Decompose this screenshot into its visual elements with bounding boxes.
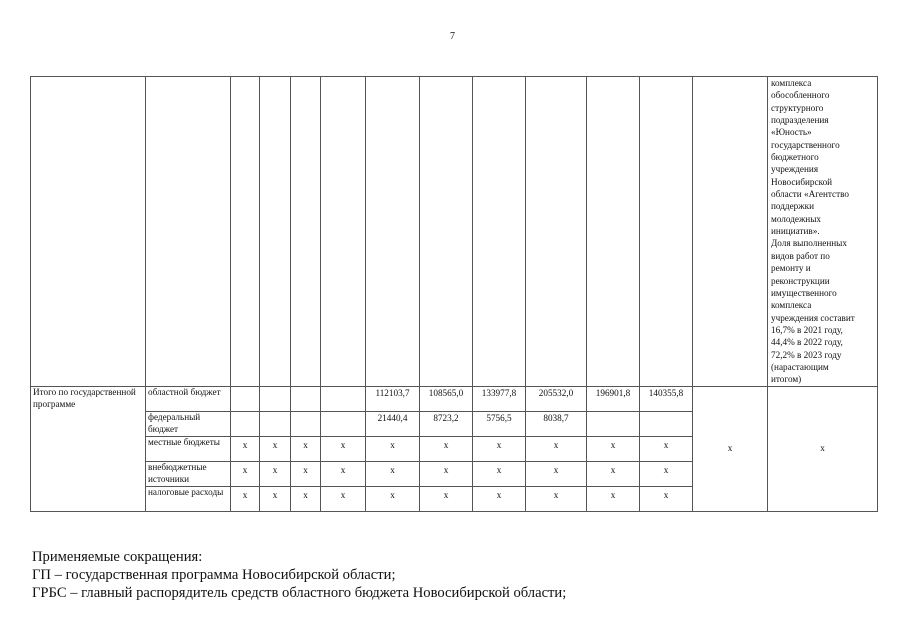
budget-table-body [31, 77, 878, 512]
value-cell: x [291, 462, 321, 487]
empty-cell [291, 77, 321, 387]
value-cell: x [231, 437, 260, 462]
value-cell [321, 387, 366, 412]
value-cell: x [473, 437, 526, 462]
value-cell [260, 412, 291, 437]
value-cell: x [473, 487, 526, 512]
empty-cell [587, 77, 640, 387]
empty-cell [146, 77, 231, 387]
value-cell: x [526, 462, 587, 487]
empty-cell [260, 77, 291, 387]
empty-cell [693, 77, 768, 387]
value-cell: 21440,4 [366, 412, 420, 437]
result-merged-cell: x [768, 387, 878, 512]
value-cell: x [526, 437, 587, 462]
value-cell: 8723,2 [420, 412, 473, 437]
value-cell: x [231, 462, 260, 487]
budget-table [30, 76, 878, 512]
value-cell: x [291, 487, 321, 512]
value-cell: 205532,0 [526, 387, 587, 412]
value-cell: x [473, 462, 526, 487]
abbreviations-block [32, 549, 566, 602]
value-cell: x [640, 437, 693, 462]
value-cell: x [420, 487, 473, 512]
continuation-row [31, 77, 878, 387]
empty-cell [31, 77, 146, 387]
source-label: местные бюджеты [146, 437, 231, 462]
empty-cell [231, 77, 260, 387]
value-cell: 196901,8 [587, 387, 640, 412]
value-cell [321, 412, 366, 437]
value-cell: x [260, 437, 291, 462]
value-cell [587, 412, 640, 437]
value-cell: x [366, 462, 420, 487]
value-cell: x [366, 487, 420, 512]
value-cell: x [420, 462, 473, 487]
empty-cell [526, 77, 587, 387]
value-cell [291, 412, 321, 437]
value-cell: 5756,5 [473, 412, 526, 437]
value-cell: x [260, 487, 291, 512]
empty-cell [420, 77, 473, 387]
value-cell: x [587, 437, 640, 462]
value-cell: x [526, 487, 587, 512]
value-cell: x [420, 437, 473, 462]
value-cell: x [231, 487, 260, 512]
empty-cell [473, 77, 526, 387]
empty-cell [321, 77, 366, 387]
value-cell: x [587, 487, 640, 512]
total-label: Итого по государственной программе [31, 387, 146, 512]
value-cell [231, 412, 260, 437]
expected-result-text: комплекса обособленного структурного подразделения «Юность» государственного бюджетного учреждения Новосибирской области «Агентство поддержки молодежных инициатив». Доля выполненных видов работ по ремонту и реконструкции имущественного комплекса учреждения составит 16,7% в 2021 году, 44,4% в 2022 году, 72,2% в 2023 году (нарастающим итогом) [768, 77, 878, 387]
executor-merged-cell: x [693, 387, 768, 512]
source-label: областной бюджет [146, 387, 231, 412]
value-cell: 112103,7 [366, 387, 420, 412]
source-label: внебюджетные источники [146, 462, 231, 487]
value-cell: 108565,0 [420, 387, 473, 412]
value-cell: 8038,7 [526, 412, 587, 437]
value-cell: x [640, 487, 693, 512]
value-cell: x [587, 462, 640, 487]
value-cell: x [366, 437, 420, 462]
total-row-regional [31, 387, 878, 412]
value-cell: x [640, 462, 693, 487]
abbreviation-line: ГРБС – главный распорядитель средств областного бюджета Новосибирской области; [32, 584, 567, 601]
abbreviation-line: ГП – государственная программа Новосибирской области; [32, 566, 396, 583]
value-cell: x [260, 462, 291, 487]
value-cell: x [321, 462, 366, 487]
value-cell: 133977,8 [473, 387, 526, 412]
value-cell [260, 387, 291, 412]
value-cell: x [291, 437, 321, 462]
empty-cell [366, 77, 420, 387]
page-number: 7 [450, 31, 455, 42]
value-cell [291, 387, 321, 412]
source-label: федеральный бюджет [146, 412, 231, 437]
value-cell: x [321, 437, 366, 462]
value-cell: x [321, 487, 366, 512]
empty-cell [640, 77, 693, 387]
source-label: налоговые расходы [146, 487, 231, 512]
abbreviations-heading: Применяемые сокращения: [32, 549, 203, 565]
value-cell: 140355,8 [640, 387, 693, 412]
value-cell [640, 412, 693, 437]
value-cell [231, 387, 260, 412]
